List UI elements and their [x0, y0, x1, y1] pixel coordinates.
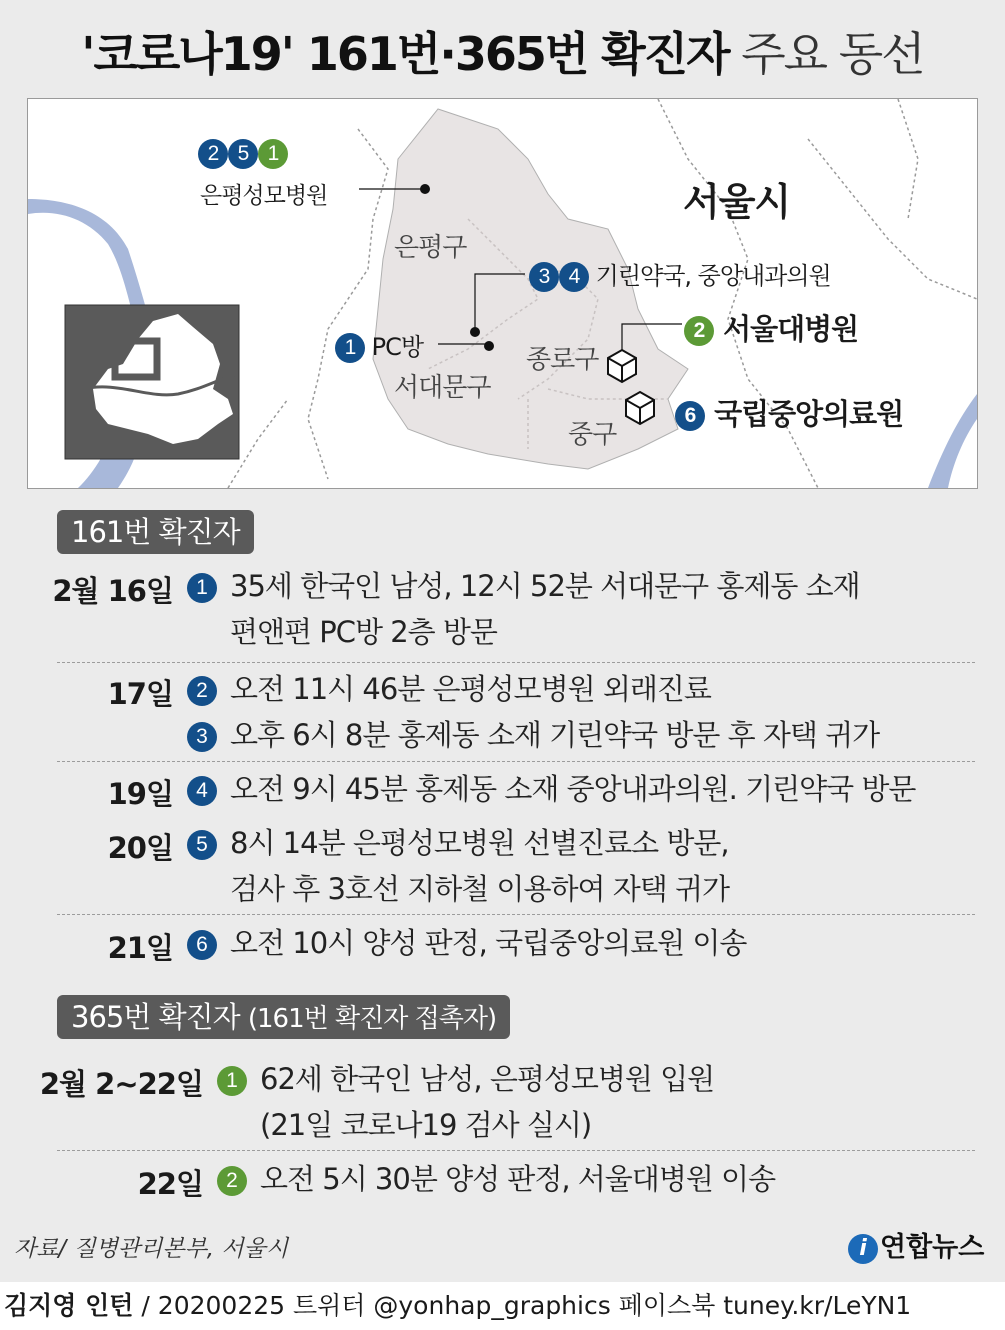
district-label: 중구 — [568, 420, 617, 450]
eunpyeong-hospital-badges — [198, 139, 288, 169]
divider — [57, 662, 975, 663]
entry-text: 오전 10시 양성 판정, 국립중앙의료원 이송 — [230, 926, 747, 960]
step-badge: 3 — [529, 262, 559, 292]
district-label: 종로구 — [526, 345, 599, 375]
snu-hospital-name: 서울대병원 — [723, 312, 859, 346]
source-note: 자료/ 질병관리본부, 서울시 — [14, 1236, 289, 1262]
entry-date: 17일 — [107, 677, 173, 711]
yonhap-logo-text: 연합뉴스 — [880, 1232, 985, 1263]
case365-label — [57, 995, 510, 1039]
nmc-label — [675, 392, 903, 433]
step-badge: 6 — [187, 930, 217, 960]
entry-text: 오후 6시 8분 홍제동 소재 기린약국 방문 후 자택 귀가 — [230, 718, 880, 752]
pharmacy-dot — [470, 327, 480, 337]
yonhap-logo-mark: i — [848, 1234, 878, 1264]
entry-text: 검사 후 3호선 지하철 이용하여 자택 귀가 — [230, 872, 729, 906]
pc-room-dot — [484, 341, 494, 351]
step-badge: 3 — [187, 722, 217, 752]
pharmacy-clinic-name: 기린약국, 중앙내과의원 — [595, 262, 831, 290]
divider — [57, 914, 975, 915]
yonhap-logo — [848, 1225, 984, 1261]
entry-text: 오전 9시 45분 홍제동 소재 중앙내과의원. 기린약국 방문 — [230, 772, 916, 806]
author-credit: 김지영 인턴 — [4, 1291, 134, 1320]
step-badge: 4 — [187, 776, 217, 806]
step-badge: 2 — [217, 1166, 247, 1196]
divider — [57, 1150, 975, 1151]
credit-footer — [0, 1282, 1005, 1330]
entry-date: 22일 — [137, 1167, 203, 1201]
step-badge: 1 — [258, 139, 288, 169]
snu-hospital-icon — [608, 350, 636, 382]
entry-text: 편앤편 PC방 2층 방문 — [230, 615, 497, 649]
title-bold: '코로나19' 161번·365번 확진자 — [81, 27, 729, 81]
snu-hospital-label — [684, 307, 858, 348]
page-title — [0, 18, 1005, 84]
entry-text: 8시 14분 은평성모병원 선별진료소 방문, — [230, 826, 729, 860]
district-label: 서대문구 — [394, 373, 491, 403]
step-badge: 2 — [187, 676, 217, 706]
entry-date: 21일 — [107, 931, 173, 965]
eunpyeong-hospital-label: 은평성모병원 — [200, 183, 328, 209]
divider — [57, 761, 975, 762]
case365-label-sub: (161번 확진자 접촉자) — [247, 1004, 497, 1034]
step-badge: 2 — [198, 139, 228, 169]
east-river — [928, 394, 977, 488]
step-badge: 1 — [187, 573, 217, 603]
pharmacy-clinic-label — [529, 256, 831, 292]
entry-text: 오전 5시 30분 양성 판정, 서울대병원 이송 — [260, 1162, 776, 1196]
district-label: 은평구 — [394, 233, 467, 263]
step-badge: 6 — [675, 401, 705, 431]
step-badge: 1 — [335, 333, 365, 363]
nmc-icon — [626, 392, 654, 424]
entry-date: 20일 — [107, 831, 173, 865]
step-badge: 5 — [187, 830, 217, 860]
entry-text: (21일 코로나19 검사 실시) — [260, 1108, 592, 1142]
entry-date: 19일 — [107, 777, 173, 811]
step-badge: 1 — [217, 1066, 247, 1096]
step-badge: 2 — [684, 316, 714, 346]
entry-text: 35세 한국인 남성, 12시 52분 서대문구 홍제동 소재 — [230, 569, 860, 603]
case161-label: 161번 확진자 — [57, 510, 254, 554]
city-label: 서울시 — [683, 180, 791, 224]
entry-text: 오전 11시 46분 은평성모병원 외래진료 — [230, 672, 711, 706]
entry-date: 2월 2~22일 — [39, 1067, 203, 1101]
title-normal: 주요 동선 — [741, 27, 924, 81]
nmc-name: 국립중앙의료원 — [714, 397, 904, 431]
pc-room-label — [335, 327, 423, 363]
route-map — [27, 98, 978, 489]
hospital-dot — [420, 184, 430, 194]
step-badge: 4 — [559, 262, 589, 292]
case365-label-main: 365번 확진자 — [71, 1000, 240, 1034]
pc-room-name: PC방 — [371, 333, 424, 361]
step-badge: 5 — [228, 139, 258, 169]
footer-info: / 20200225 트위터 @yonhap_graphics 페이스북 tuney.kr/LeYN1 — [141, 1291, 912, 1320]
entry-text: 62세 한국인 남성, 은평성모병원 입원 — [260, 1062, 715, 1096]
entry-date: 2월 16일 — [52, 574, 173, 608]
